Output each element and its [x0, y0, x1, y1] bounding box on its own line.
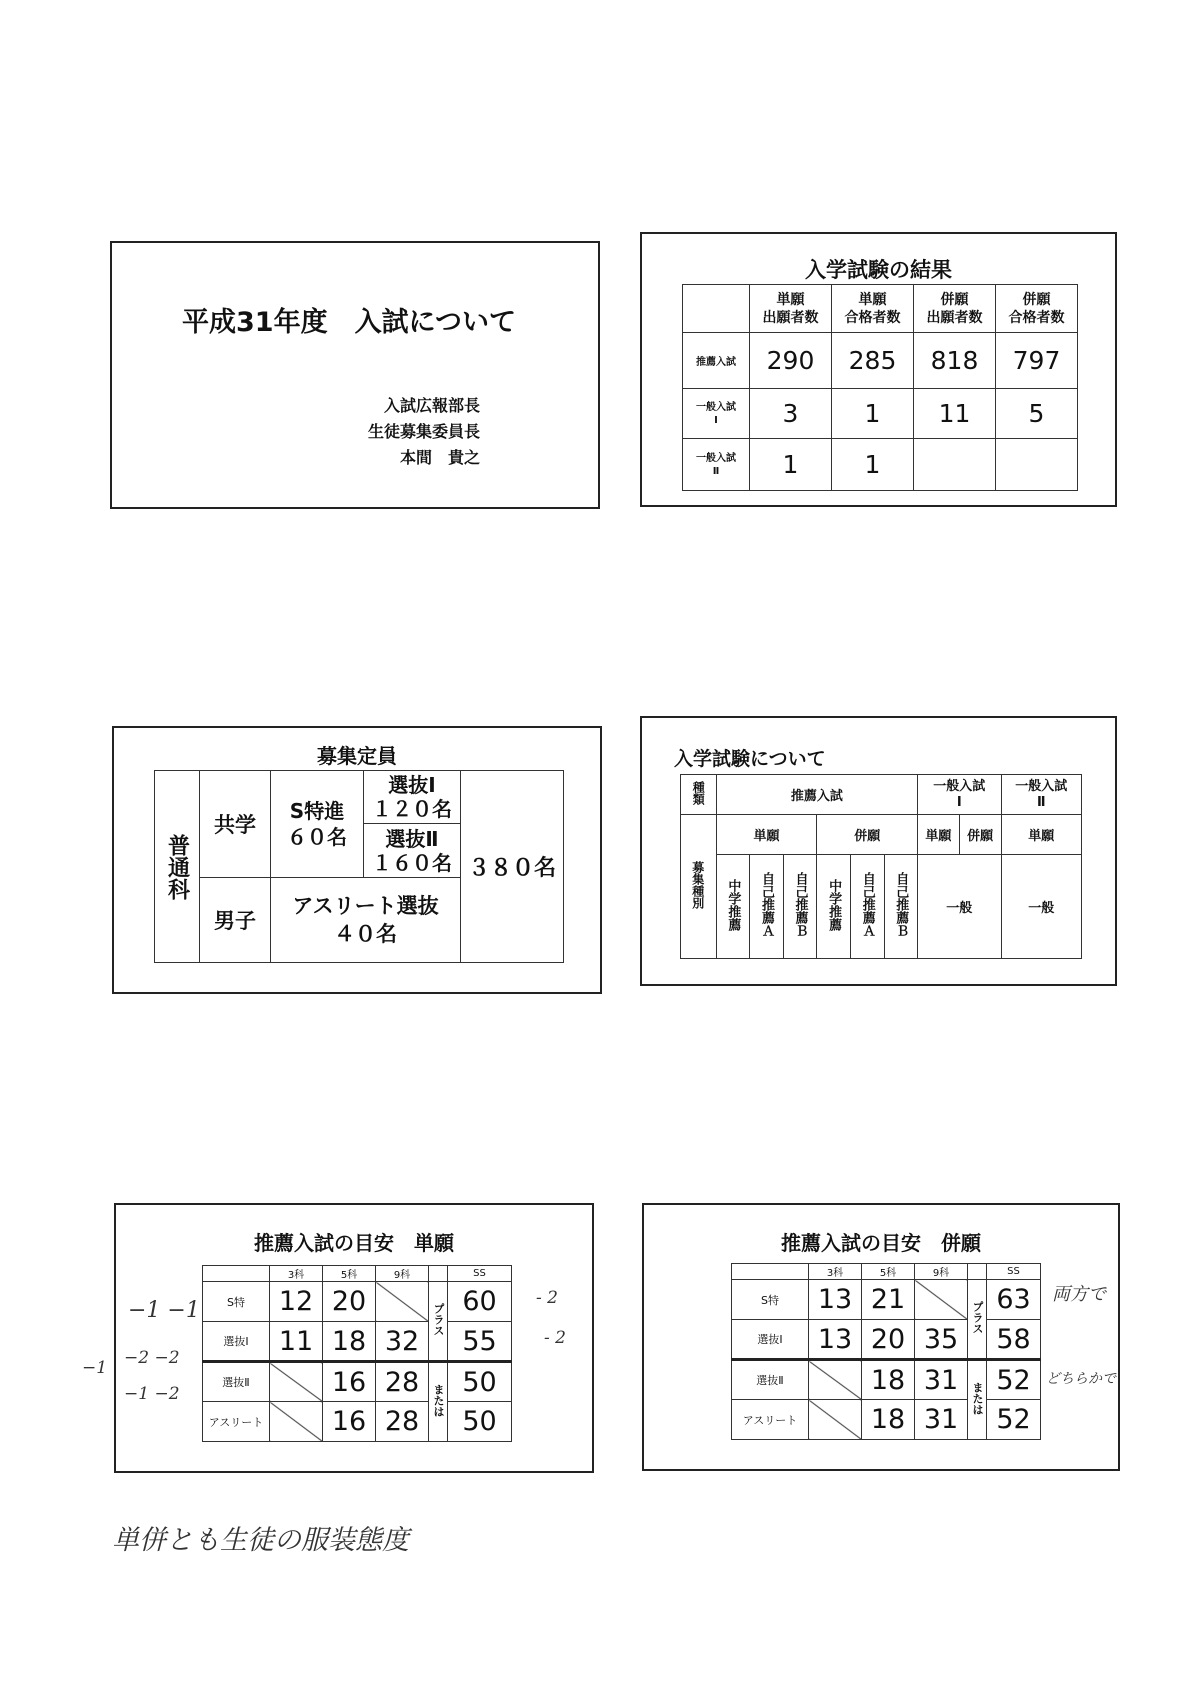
value-cell: 12	[270, 1282, 323, 1322]
value-cell: 20	[323, 1282, 376, 1322]
value-cell: 285	[832, 333, 914, 389]
or-cell	[429, 1362, 448, 1442]
ss-cell: 55	[448, 1322, 512, 1362]
row-label: 一般入試 Ⅰ	[683, 389, 750, 439]
col-header: 9科	[376, 1266, 429, 1282]
value-cell: 18	[323, 1322, 376, 1362]
row-label: S特	[203, 1282, 270, 1322]
slide-guideline-tangan	[114, 1203, 594, 1473]
col-header: SS	[987, 1264, 1041, 1280]
value-cell: 797	[996, 333, 1078, 389]
handwritten-note-bottom: 単併とも生徒の服装態度	[112, 1525, 409, 1556]
value-cell: 18	[862, 1400, 915, 1440]
sel2-cell: 選抜Ⅱ １６０名	[372, 826, 452, 875]
row-label: 選抜Ⅰ	[732, 1320, 809, 1360]
suisen-cell: 推薦入試	[716, 775, 917, 815]
value-cell: 5	[996, 389, 1078, 439]
value-cell: 35	[915, 1320, 968, 1360]
heigan-jikoA-label: 自己推薦Ａ	[859, 872, 875, 937]
plus-cell	[429, 1282, 448, 1362]
header-cell: 単願 合格者数	[832, 285, 914, 333]
value-cell: 11	[914, 389, 996, 439]
handwritten-note: どちらかで	[1046, 1371, 1116, 1387]
col-header: 3科	[270, 1266, 323, 1282]
handwritten-note: −2 −2	[124, 1348, 180, 1368]
row-label: 選抜Ⅱ	[203, 1362, 270, 1402]
header-cell: 併願 出願者数	[914, 285, 996, 333]
corner-cell	[732, 1264, 809, 1280]
or-label: または	[432, 1384, 445, 1417]
header-cell: 単願 出願者数	[750, 285, 832, 333]
slide-guideline-heigan	[642, 1203, 1120, 1471]
ippan2-general-cell: 一般	[1001, 855, 1081, 959]
total-cell: ３８０名	[461, 771, 564, 963]
ss-cell: 60	[448, 1282, 512, 1322]
bosyu-label: 募集種別	[690, 861, 705, 909]
kind-label: 種類	[691, 781, 706, 805]
heigan-chugaku-cell	[817, 855, 851, 959]
heigan-cell: 併願	[817, 815, 918, 855]
coed-cell: 共学	[200, 771, 271, 878]
handwritten-note: −1 −2	[124, 1384, 180, 1404]
value-cell: 16	[323, 1402, 376, 1442]
slide1-role1: 入試広報部長	[383, 396, 480, 415]
plus-label: プラス	[971, 1301, 984, 1334]
plus-label: プラス	[432, 1303, 445, 1336]
value-cell: 13	[809, 1320, 862, 1360]
exam-types-table	[680, 774, 1082, 959]
empty-diagonal-cell	[809, 1360, 862, 1400]
slide-title	[110, 241, 600, 509]
ippan2-cell: 一般入試 Ⅱ	[1001, 775, 1081, 815]
col-header: 9科	[915, 1264, 968, 1280]
ss-cell: 63	[987, 1280, 1041, 1320]
or-cell	[968, 1360, 987, 1440]
capacity-table	[154, 770, 564, 963]
handwritten-note: 両方で	[1052, 1284, 1106, 1305]
ippan1-tangan-cell: 単願	[918, 815, 960, 855]
s-special-cell: S特進 ６０名	[271, 771, 364, 878]
athlete-cell: アスリート選抜 ４０名	[271, 878, 461, 963]
ss-cell: 50	[448, 1402, 512, 1442]
results-corner	[683, 285, 750, 333]
ippan1-cell: 一般入試 Ⅰ	[918, 775, 1001, 815]
slide6-title: 推薦入試の目安 併願	[781, 1231, 981, 1255]
sel1-cell: 選抜Ⅰ １２０名	[364, 771, 460, 824]
col-header	[968, 1264, 987, 1280]
row-label: 推薦入試	[683, 333, 750, 389]
row-label: 選抜Ⅱ	[732, 1360, 809, 1400]
jikoA-label: 自己推薦Ａ	[758, 872, 774, 937]
value-cell: 32	[376, 1322, 429, 1362]
col-header: 5科	[862, 1264, 915, 1280]
bosyu-label-cell	[681, 815, 717, 959]
jikoB-label: 自己推薦Ｂ	[792, 872, 808, 937]
value-cell: 28	[376, 1362, 429, 1402]
value-cell	[914, 439, 996, 491]
value-cell: 290	[750, 333, 832, 389]
heigan-jikoB-label: 自己推薦Ｂ	[893, 872, 909, 937]
jikoA-cell	[750, 855, 784, 959]
empty-diagonal-cell	[915, 1280, 968, 1320]
guideline-heigan-table	[731, 1263, 1041, 1440]
row-label: アスリート	[203, 1402, 270, 1442]
ss-cell: 58	[987, 1320, 1041, 1360]
kind-label-cell	[681, 775, 717, 815]
boys-cell: 男子	[200, 878, 271, 963]
slide2-title: 入学試験の結果	[805, 258, 952, 282]
header-cell: 併願 合格者数	[996, 285, 1078, 333]
row-label: S特	[732, 1280, 809, 1320]
ss-cell: 50	[448, 1362, 512, 1402]
guideline-tangan-table	[202, 1265, 512, 1442]
value-cell: 31	[915, 1360, 968, 1400]
tangan-cell: 単願	[716, 815, 817, 855]
value-cell: 3	[750, 389, 832, 439]
value-cell: 21	[862, 1280, 915, 1320]
value-cell: 28	[376, 1402, 429, 1442]
value-cell: 18	[862, 1360, 915, 1400]
course-cell: 普通科	[155, 771, 200, 963]
value-cell: 13	[809, 1280, 862, 1320]
results-table	[682, 284, 1078, 491]
empty-diagonal-cell	[270, 1402, 323, 1442]
value-cell: 31	[915, 1400, 968, 1440]
row-label: アスリート	[732, 1400, 809, 1440]
heigan-chugaku-label: 中学推薦	[826, 878, 842, 931]
slide3-title: 募集定員	[317, 744, 397, 768]
plus-cell	[968, 1280, 987, 1360]
value-cell: 11	[270, 1322, 323, 1362]
heigan-jikoB-cell	[884, 855, 918, 959]
selection-cell	[364, 771, 461, 878]
slide4-title: 入学試験について	[674, 748, 826, 770]
row-label: 一般入試 Ⅱ	[683, 439, 750, 491]
value-cell: 1	[750, 439, 832, 491]
slide-results	[640, 232, 1117, 507]
col-header	[429, 1266, 448, 1282]
row-label: 選抜Ⅰ	[203, 1322, 270, 1362]
value-cell: 16	[323, 1362, 376, 1402]
or-label: または	[971, 1382, 984, 1415]
slide1-title: 平成31年度 入試について	[182, 307, 517, 338]
handwritten-note: −1	[82, 1358, 108, 1378]
col-header: 5科	[323, 1266, 376, 1282]
ss-cell: 52	[987, 1400, 1041, 1440]
col-header: 3科	[809, 1264, 862, 1280]
ippan1-general-cell: 一般	[918, 855, 1001, 959]
corner-cell	[203, 1266, 270, 1282]
ss-cell: 52	[987, 1360, 1041, 1400]
jikoB-cell	[783, 855, 817, 959]
value-cell: 818	[914, 333, 996, 389]
empty-diagonal-cell	[270, 1362, 323, 1402]
value-cell: 1	[832, 439, 914, 491]
chugaku-cell	[716, 855, 750, 959]
col-header: SS	[448, 1266, 512, 1282]
slide1-name: 本間 貴之	[399, 448, 480, 467]
heigan-jikoA-cell	[850, 855, 884, 959]
handwritten-note: - 2	[536, 1288, 558, 1308]
handwritten-note: - 2	[544, 1328, 566, 1348]
ippan1-heigan-cell: 併願	[959, 815, 1001, 855]
slide-capacity	[112, 726, 602, 994]
slide5-title: 推薦入試の目安 単願	[254, 1231, 454, 1255]
empty-diagonal-cell	[809, 1400, 862, 1440]
value-cell: 1	[832, 389, 914, 439]
empty-diagonal-cell	[376, 1282, 429, 1322]
handwritten-note: −1 −1	[128, 1298, 200, 1323]
slide1-role2: 生徒募集委員長	[367, 422, 480, 441]
slide-exam-types	[640, 716, 1117, 986]
value-cell: 20	[862, 1320, 915, 1360]
value-cell	[996, 439, 1078, 491]
ippan2-tangan-cell: 単願	[1001, 815, 1081, 855]
chugaku-label: 中学推薦	[725, 878, 741, 931]
